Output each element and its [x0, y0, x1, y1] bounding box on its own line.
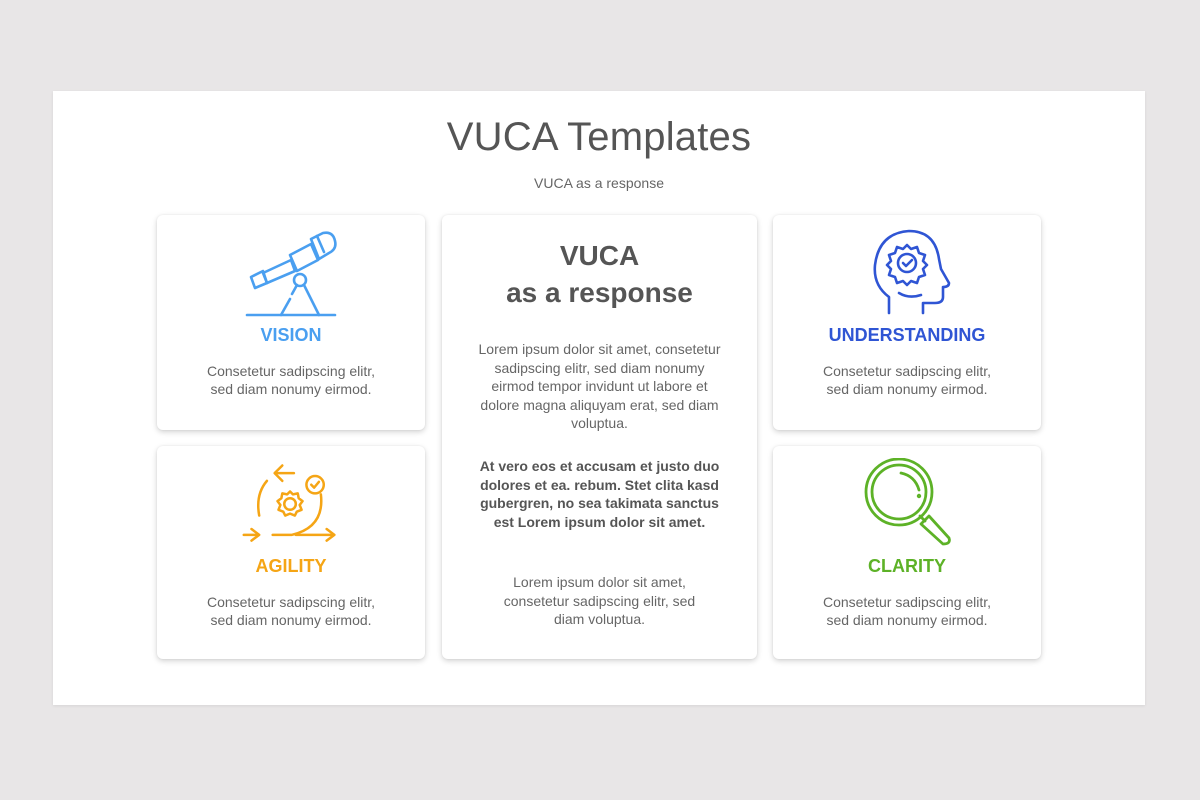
- card-description: Consetetur sadipscing elitr, sed diam nonumy eirmod.: [206, 594, 376, 628]
- telescope-icon: [243, 227, 339, 319]
- card-label: UNDERSTANDING: [828, 325, 986, 345]
- center-heading-line2: as a response: [506, 277, 693, 308]
- agile-cycle-icon: [238, 458, 344, 550]
- card-vision: [157, 215, 425, 430]
- center-paragraph-1: Lorem ipsum dolor sit amet, consetetur sadipscing elitr, sed diam nonumy eirmod tempor invidunt ut labore et dolore magna aliquyam erat, sed diam voluptua.: [478, 341, 721, 431]
- magnifier-icon: [859, 458, 955, 550]
- head-gear-icon: [859, 227, 955, 319]
- card-description: Consetetur sadipscing elitr, sed diam nonumy eirmod.: [822, 363, 992, 397]
- center-heading: [442, 237, 757, 311]
- page-subtitle: VUCA as a response: [534, 175, 664, 191]
- card-label: CLARITY: [868, 556, 946, 576]
- card-clarity: [773, 446, 1041, 659]
- card-label: VISION: [260, 325, 322, 345]
- center-paragraph-2: At vero eos et accusam et justo duo dolores et ea. rebum. Stet clita kasd gubergren, no sea takimata sanctus est Lorem ipsum dolor sit amet.: [479, 458, 720, 530]
- card-label: AGILITY: [255, 556, 327, 576]
- card-vuca-response: [442, 215, 757, 659]
- card-agility: [157, 446, 425, 659]
- slide: [53, 91, 1145, 705]
- page-title: VUCA Templates: [446, 115, 752, 159]
- card-description: Consetetur sadipscing elitr, sed diam nonumy eirmod.: [206, 363, 376, 397]
- center-paragraph-3: Lorem ipsum dolor sit amet, consetetur sadipscing elitr, sed diam voluptua.: [503, 574, 696, 627]
- card-description: Consetetur sadipscing elitr, sed diam nonumy eirmod.: [822, 594, 992, 628]
- center-heading-line1: VUCA: [559, 240, 640, 271]
- card-understanding: [773, 215, 1041, 430]
